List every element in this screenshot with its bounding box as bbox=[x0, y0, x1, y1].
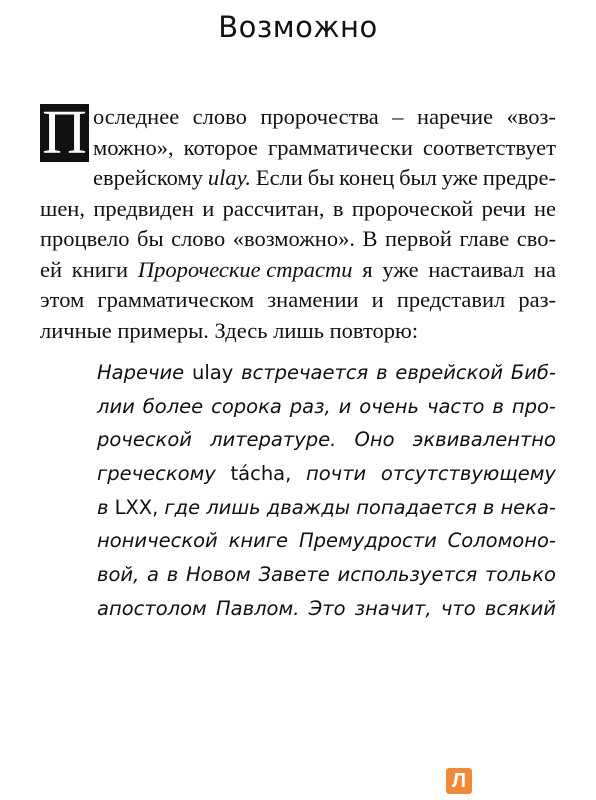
word: дважды bbox=[266, 495, 351, 519]
word: что bbox=[440, 596, 476, 620]
word: только bbox=[485, 563, 556, 587]
word: не bbox=[533, 195, 556, 221]
word: слово bbox=[171, 226, 226, 251]
word: Павлом. bbox=[215, 596, 300, 620]
word: наречие bbox=[417, 104, 494, 129]
word: отсутствующему bbox=[380, 462, 556, 486]
quote-line bbox=[97, 524, 556, 558]
paragraph-line bbox=[40, 285, 556, 316]
paragraph-line bbox=[40, 255, 556, 286]
word: процвело bbox=[40, 226, 130, 251]
word: еврейскому bbox=[93, 165, 203, 190]
word: ulay. bbox=[207, 165, 251, 190]
word: про- bbox=[511, 394, 556, 418]
word: Если bbox=[255, 165, 303, 190]
paragraph-line bbox=[40, 194, 556, 225]
paragraph-line bbox=[40, 316, 556, 347]
publisher-logo-icon: Л bbox=[446, 768, 472, 794]
word: часто bbox=[426, 394, 485, 418]
word: греческому bbox=[97, 462, 216, 486]
word: Соломоно- bbox=[447, 529, 556, 553]
paragraph-line bbox=[93, 133, 556, 164]
word: в bbox=[492, 394, 504, 418]
word: раз, bbox=[289, 394, 331, 418]
word: Завете bbox=[258, 563, 330, 587]
page-title: Возможно bbox=[218, 10, 378, 44]
word: ulay bbox=[191, 361, 234, 384]
word: и bbox=[338, 394, 352, 418]
word: слово bbox=[192, 104, 247, 129]
paragraph-line bbox=[40, 224, 556, 255]
word: знамении bbox=[267, 287, 359, 312]
word: вой, bbox=[97, 563, 140, 587]
word: – bbox=[392, 104, 404, 129]
word: В bbox=[362, 226, 378, 251]
word: апостолом bbox=[97, 596, 207, 620]
word: очень bbox=[359, 394, 419, 418]
word: главе bbox=[459, 226, 510, 251]
word: оследнее bbox=[93, 104, 180, 129]
word: уже bbox=[382, 256, 419, 282]
word: соответствует bbox=[422, 134, 556, 160]
word: нека- bbox=[500, 495, 556, 519]
word: грамматическом bbox=[97, 287, 255, 312]
word: можно», bbox=[93, 134, 174, 160]
word: личные bbox=[40, 317, 112, 343]
word: представил bbox=[396, 287, 506, 312]
word: уже bbox=[441, 165, 478, 190]
word: Оно bbox=[354, 428, 395, 452]
word: роческой bbox=[97, 428, 192, 452]
word: книги bbox=[71, 256, 129, 282]
word: предвиден bbox=[93, 195, 194, 221]
word: tácha, bbox=[230, 462, 292, 486]
word: нонической bbox=[97, 529, 218, 553]
word: пророчества bbox=[260, 104, 379, 129]
word: лишь bbox=[206, 495, 261, 519]
word: повторю: bbox=[329, 317, 419, 343]
word: эквивалентно bbox=[412, 428, 556, 452]
word: раз- bbox=[518, 287, 556, 312]
word: в bbox=[97, 495, 109, 519]
main-paragraph bbox=[40, 102, 556, 346]
word: этом bbox=[40, 287, 85, 312]
word: LXX, bbox=[114, 495, 159, 519]
word: речи bbox=[481, 195, 526, 221]
word: почти bbox=[306, 462, 367, 486]
word: пророческой bbox=[351, 195, 474, 221]
word: конец bbox=[339, 165, 395, 190]
quote-line bbox=[97, 356, 556, 390]
word: был bbox=[399, 165, 437, 190]
word: всякий bbox=[484, 596, 556, 620]
word: сорока bbox=[211, 394, 282, 418]
word: рассчитан, bbox=[222, 195, 325, 221]
word: Биб- bbox=[510, 361, 556, 384]
word: Новом bbox=[186, 563, 251, 587]
word: я bbox=[362, 256, 373, 282]
word: в bbox=[166, 563, 179, 587]
word: более bbox=[142, 394, 204, 418]
word: Премудрости bbox=[298, 529, 437, 553]
word: литературе. bbox=[210, 428, 337, 452]
quote-line bbox=[97, 491, 556, 525]
quote-line bbox=[97, 558, 556, 592]
quote-line bbox=[97, 390, 556, 424]
word: предре- bbox=[482, 165, 556, 190]
paragraph-line bbox=[93, 102, 556, 133]
quote-line bbox=[97, 592, 556, 626]
word: еврейской bbox=[395, 361, 504, 384]
word: Это bbox=[308, 596, 346, 620]
book-title: Пророческие страсти bbox=[137, 256, 353, 282]
word: лии bbox=[97, 394, 135, 418]
word: «возможно». bbox=[232, 226, 355, 251]
quote-line bbox=[97, 423, 556, 457]
word: попадается bbox=[356, 495, 477, 519]
word: книге bbox=[228, 529, 289, 553]
word: встречается bbox=[241, 361, 369, 384]
word: в bbox=[376, 361, 388, 384]
word: а bbox=[147, 563, 159, 587]
word: ей bbox=[40, 256, 63, 282]
drop-cap: П bbox=[40, 104, 89, 162]
block-quote bbox=[97, 356, 556, 626]
quote-line bbox=[97, 457, 556, 491]
word: Здесь bbox=[214, 317, 268, 343]
word: в bbox=[332, 195, 344, 221]
word: лишь bbox=[273, 317, 324, 343]
paragraph-line bbox=[93, 163, 556, 194]
word: которое bbox=[183, 134, 258, 160]
word: где bbox=[164, 495, 201, 519]
word: бы bbox=[137, 226, 164, 251]
word: значит, bbox=[354, 596, 432, 620]
word: примеры. bbox=[117, 317, 209, 343]
word: бы bbox=[307, 165, 335, 190]
word: и bbox=[202, 195, 215, 221]
word: настаивал bbox=[428, 256, 525, 282]
word: «воз- bbox=[506, 104, 556, 129]
word: сво- bbox=[516, 226, 556, 251]
drop-cap-box bbox=[40, 104, 89, 164]
word: первой bbox=[384, 226, 452, 251]
word: используется bbox=[337, 563, 478, 587]
word: грамматически bbox=[268, 134, 413, 160]
word: Наречие bbox=[97, 361, 185, 384]
word: на bbox=[533, 256, 556, 282]
word: в bbox=[482, 495, 495, 519]
word: шен, bbox=[40, 195, 85, 221]
word: и bbox=[371, 287, 384, 312]
